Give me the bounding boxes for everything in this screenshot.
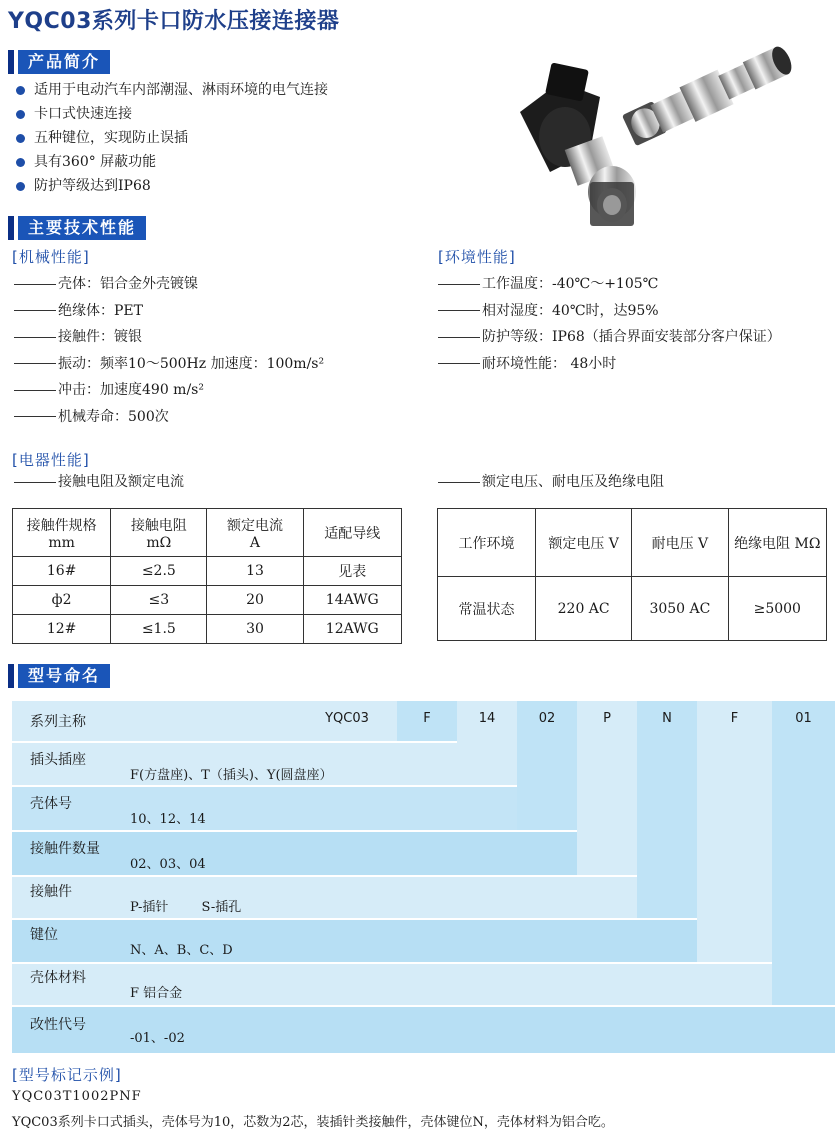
list-item: 卡口式快速连接 [16, 102, 328, 126]
naming-row-value: N、A、B、C、D [130, 943, 233, 958]
list-item: 耐环境性能： 48小时 [438, 351, 781, 378]
product-photo [490, 42, 830, 232]
intro-list [16, 78, 328, 198]
section-header-naming [8, 664, 126, 688]
environment-list [438, 271, 781, 377]
bullet-icon [16, 110, 25, 119]
bullet-icon [16, 134, 25, 143]
code-series: YQC03 [325, 711, 369, 726]
table-header: 接触电阻 mΩ [111, 509, 207, 557]
code-plug-type: F [423, 711, 431, 726]
table-header: 接触件规格 mm [13, 509, 111, 557]
bullet-icon [16, 86, 25, 95]
list-item: 工作温度：-40℃～+105℃ [438, 271, 781, 298]
naming-row-value: F(方盘座)、T（插头)、Y(圆盘座） [130, 768, 333, 783]
section-header-tech [8, 216, 166, 240]
environment-heading: [环境性能] [438, 248, 516, 266]
table-row: ф2 ≤3 20 14AWG [13, 586, 402, 615]
table-row: 常温状态 220 AC 3050 AC ≥5000 [438, 577, 827, 641]
code-modification: 01 [795, 711, 812, 726]
angled-connector-icon [520, 62, 636, 226]
table-row: 12# ≤1.5 30 12AWG [13, 615, 402, 644]
naming-row-label: 接触件数量 [30, 841, 100, 857]
page-title: YQC03系列卡口防水压接连接器 [8, 9, 340, 34]
example-code: YQC03T1002PNF [12, 1089, 142, 1104]
code-contact-type: P [603, 711, 611, 726]
code-key: N [662, 711, 672, 726]
section-title-intro: 产品简介 [18, 50, 110, 74]
table-header: 工作环境 [438, 509, 536, 577]
code-material: F [730, 711, 739, 726]
naming-row-value: F 铝合金 [130, 986, 183, 1001]
code-shell-size: 14 [478, 711, 496, 726]
series-label: 系列主称 [30, 714, 86, 730]
naming-row-label: 插头插座 [30, 752, 86, 768]
model-naming-chart [12, 701, 835, 1053]
naming-row-value: 10、12、14 [130, 812, 206, 827]
table-header: 耐电压 V [632, 509, 728, 577]
naming-row-label: 接触件 [30, 884, 72, 900]
naming-row-label: 壳体材料 [30, 970, 86, 986]
section-header-intro [8, 50, 136, 74]
list-item: 适用于电动汽车内部潮湿、淋雨环境的电气连接 [16, 78, 328, 102]
section-title-naming: 型号命名 [18, 664, 110, 688]
list-item: 防护等级达到IP68 [16, 174, 328, 198]
right-table-caption: 额定电压、耐电压及绝缘电阻 [438, 469, 664, 496]
voltage-table [437, 508, 827, 641]
example-heading: [型号标记示例] [12, 1066, 122, 1084]
code-contact-count: 02 [538, 711, 556, 726]
naming-row-value: -01、-02 [130, 1031, 185, 1046]
naming-row-value: 02、03、04 [130, 857, 206, 872]
list-item: 防护等级：IP68（插合界面安装部分客户保证） [438, 324, 781, 351]
table-header: 适配导线 [303, 509, 401, 557]
straight-connector-icon [621, 42, 797, 149]
bullet-icon [16, 158, 25, 167]
example-description: YQC03系列卡口式插头，壳体号为10，芯数为2芯，装插针类接触件，壳体键位N，壳体材料为铝合吃。 [12, 1115, 614, 1130]
table-header: 绝缘电阻 MΩ [728, 509, 826, 577]
list-item: 冲击：加速度490 m/s² [14, 377, 324, 404]
table-header: 额定电压 V [536, 509, 632, 577]
naming-row-label: 键位 [30, 927, 58, 943]
list-item: 振动：频率10～500Hz 加速度：100m/s² [14, 351, 324, 378]
bullet-icon [16, 182, 25, 191]
naming-row-value: P-插针 S-插孔 [130, 900, 242, 915]
mechanical-heading: [机械性能] [12, 248, 90, 266]
table-header: 额定电流 A [207, 509, 303, 557]
list-item: 机械寿命：500次 [14, 404, 324, 431]
section-title-tech: 主要技术性能 [18, 216, 146, 240]
list-item: 相对湿度：40℃时，达95% [438, 298, 781, 325]
table-row: 16# ≤2.5 13 见表 [13, 557, 402, 586]
list-item: 绝缘体：PET [14, 298, 324, 325]
list-item: 壳体：铝合金外壳镀镍 [14, 271, 324, 298]
list-item: 五种键位，实现防止误插 [16, 126, 328, 150]
contact-resistance-table [12, 508, 402, 644]
list-item: 接触件：镀银 [14, 324, 324, 351]
naming-row-label: 壳体号 [30, 796, 72, 812]
naming-row-label: 改性代号 [30, 1017, 86, 1033]
electrical-heading: [电器性能] [12, 451, 90, 469]
list-item: 具有360° 屏蔽功能 [16, 150, 328, 174]
mechanical-list [14, 271, 324, 430]
left-table-caption: 接触电阻及额定电流 [14, 469, 184, 496]
